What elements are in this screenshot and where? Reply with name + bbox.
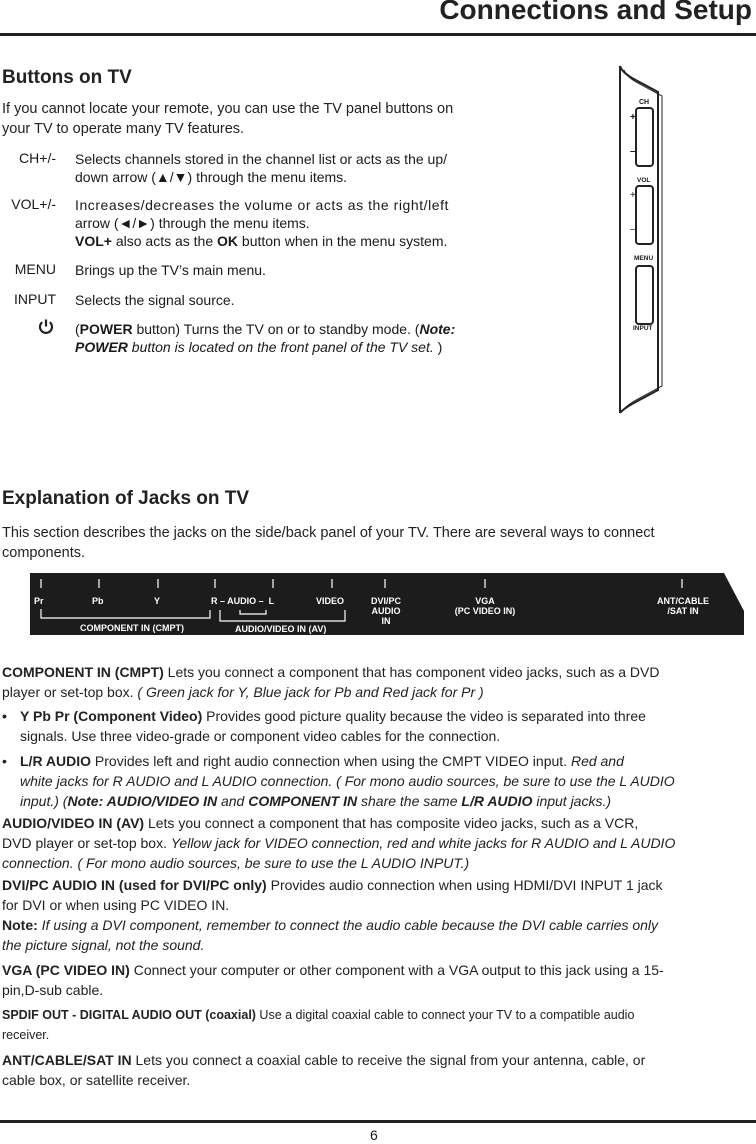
jacks-intro-line1: This section describes the jacks on the side/back panel of your TV. There are several ways to connect xyxy=(2,525,655,541)
vga-description: VGA (PC VIDEO IN) Connect your computer or other component with a VGA output to this jack using a 15- pin,D-sub cable. xyxy=(2,960,750,1000)
side-vol-plus: + xyxy=(630,190,636,201)
side-ch-plus: + xyxy=(630,112,636,123)
jack-vga xyxy=(445,596,525,616)
power-desc-line1: (POWER button) Turns the TV on or to standby mode. (Note: xyxy=(75,321,456,337)
jack-ant-line1: ANT/CABLE xyxy=(657,596,709,606)
buttons-intro-line2: your TV to operate many TV features. xyxy=(2,121,245,137)
component-in-caption: COMPONENT IN (CMPT) xyxy=(80,623,184,633)
spdif-description: SPDIF OUT - DIGITAL AUDIO OUT (coaxial) Use a digital coaxial cable to connect your TV to a compatible audio receiver. xyxy=(2,1005,750,1045)
av-in-caption: AUDIO/VIDEO IN (AV) xyxy=(235,624,327,634)
jack-ant-cable-sat-in xyxy=(645,596,721,616)
top-rule xyxy=(0,33,756,36)
dvi-pc-audio-description: DVI/PC AUDIO IN (used for DVI/PC only) Provides audio connection when using HDMI/DVI INPUT 1 jack for DVI or when using PC VIDEO IN. xyxy=(2,875,747,915)
power-desc-line2: POWER button is located on the front panel of the TV set. ) xyxy=(75,339,443,355)
side-vol-label: VOL xyxy=(637,177,651,184)
vol-desc-line3: VOL+ also acts as the OK button when in the menu system. xyxy=(75,233,448,249)
jack-ant-line2: /SAT IN xyxy=(667,606,699,616)
spdif-line2: receiver. xyxy=(2,1028,50,1042)
bullet2-mark: • xyxy=(2,753,7,769)
jack-vga-line2: (PC VIDEO IN) xyxy=(454,606,516,616)
jack-y: Y xyxy=(154,596,161,606)
page-title: Connections and Setup xyxy=(439,0,752,25)
jack-dvi-line3: IN xyxy=(381,616,391,626)
buttons-heading: Buttons on TV xyxy=(2,67,132,88)
input-description: Selects the signal source. xyxy=(75,292,235,308)
side-vol-minus: – xyxy=(630,224,636,235)
side-ch-label: CH xyxy=(639,99,650,106)
vol-description xyxy=(75,196,490,250)
dvi-note: Note: If using a DVI component, remember to connect the audio cable because the DVI cable carries only the picture signal, not the sound. xyxy=(2,917,659,953)
av-in-description: AUDIO/VIDEO IN (AV) Lets you connect a component that has composite video jacks, such as a VCR, DVD player or set-top box. Yellow jack for VIDEO connection, red and white jacks for R AUDIO and L AUDIO connection. ( For mono audio sources, be sure to use the L AUDIO INPUT.) xyxy=(2,815,676,871)
page-number: 6 xyxy=(370,1127,378,1143)
vol-desc-line1: Increases/decreases the volume or acts as the right/left xyxy=(75,197,449,213)
buttons-intro-line1: If you cannot locate your remote, you can use the TV panel buttons on xyxy=(2,101,454,117)
component-in-description: COMPONENT IN (CMPT) Lets you connect a component that has component video jacks, such as a DVD player or set-top box. ( Green jack for Y, Blue jack for Pb and Red jack for Pr ) xyxy=(2,664,660,700)
bullet-lr-audio: L/R AUDIO Provides left and right audio connection when using the CMPT VIDEO input. Red and white jacks for R AUDIO and L AUDIO connection. ( For mono audio sources, be sure to use the L AUDIO input.) (Note: AUDIO/VIDEO IN and COMPONENT IN share the same L/R AUDIO input jacks.) xyxy=(20,753,675,809)
power-description xyxy=(75,320,515,356)
menu-description: Brings up the TV’s main menu. xyxy=(75,262,266,278)
dvi-line2: for DVI or when using PC VIDEO IN. xyxy=(2,897,230,913)
side-menu-label: MENU xyxy=(634,255,654,262)
input-label: INPUT xyxy=(14,291,56,307)
vga-line2: pin,D-sub cable. xyxy=(2,982,104,998)
side-ch-minus: – xyxy=(630,146,636,157)
jack-panel-diagram xyxy=(30,573,744,635)
ch-description xyxy=(75,150,490,186)
ant-description: ANT/CABLE/SAT IN Lets you connect a coaxial cable to receive the signal from your antenna, cable, or cable box, or satellite receiver. xyxy=(2,1050,750,1090)
ant-line2: cable box, or satellite receiver. xyxy=(2,1072,191,1088)
bottom-rule xyxy=(0,1120,756,1123)
bullet-component-video: Y Pb Pr (Component Video) Provides good picture quality because the video is separated into three signals. Use three video-grade or component video cables for the connection. xyxy=(20,706,745,746)
ch-desc-line2: down arrow (▲/▼) through the menu items. xyxy=(75,169,348,185)
jack-pb: Pb xyxy=(92,596,104,606)
vol-label: VOL+/- xyxy=(11,196,56,212)
power-icon xyxy=(37,318,55,336)
jack-video: VIDEO xyxy=(316,596,345,606)
side-input-label: INPUT xyxy=(633,325,653,332)
ch-label: CH+/- xyxy=(19,150,56,166)
jack-dvi-line1: DVI/PC xyxy=(370,596,401,606)
jack-pr: Pr xyxy=(34,596,44,606)
bullet1-mark: • xyxy=(2,708,7,724)
jack-dvi-line2: AUDIO xyxy=(371,606,401,616)
bullet1-line2: signals. Use three video-grade or component video cables for the connection. xyxy=(20,728,501,744)
vol-desc-line2: arrow (◄/►) through the menu items. xyxy=(75,215,310,231)
menu-label: MENU xyxy=(14,261,56,277)
jack-dvi-pc-audio-in xyxy=(368,596,404,626)
jack-vga-line1: VGA xyxy=(475,596,495,606)
jack-audio: R – AUDIO – L xyxy=(211,596,275,606)
tv-side-panel-illustration xyxy=(600,62,680,417)
jacks-heading: Explanation of Jacks on TV xyxy=(2,488,250,509)
ch-desc-line1: Selects channels stored in the channel list or acts as the up/ xyxy=(75,151,447,167)
jacks-intro-line2: components. xyxy=(2,545,86,561)
